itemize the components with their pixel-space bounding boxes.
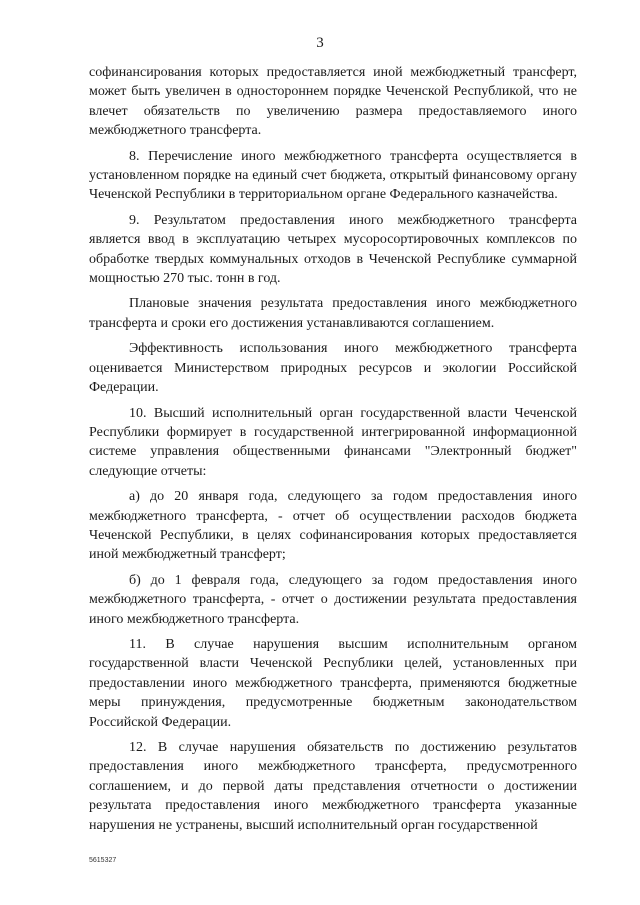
- paragraph-subitem-a: а) до 20 января года, следующего за годом предоставления иного межбюджетного трансферта, - отчет об осуществлении расходов бюджета Чеченской Республики, в целях софинансирования которых предоставляется иной межбюджетный трансферт;: [89, 489, 577, 563]
- page-number: 3: [316, 35, 324, 51]
- document-body: [89, 63, 577, 841]
- paragraph-subitem-b: б) до 1 февраля года, следующего за годом предоставления иного межбюджетного трансферта, - отчет о достижении результата предоставления иного межбюджетного трансферта.: [89, 572, 577, 627]
- paragraph-continuation: софинансирования которых предоставляется иной межбюджетный трансферт, может быть увеличен в одностороннем порядке Чеченской Республикой, что не влечет обязательств по увеличению размера предоставляемого иного межбюджетного трансферта.: [89, 65, 577, 139]
- paragraph-item-12: 12. В случае нарушения обязательств по достижению результатов предоставления иного межбюджетного трансферта, предусмотренного соглашением, и до первой даты представления отчетности о достижении результата предоставления иного межбюджетного трансферта указанные нарушения не устранены, высший исполнительный орган государственной: [89, 740, 577, 833]
- document-code: 5615327: [89, 857, 117, 864]
- paragraph-planned-values: Плановые значения результата предоставления иного межбюджетного трансферта и сроки его достижения устанавливаются соглашением.: [89, 296, 577, 331]
- paragraph-efficiency: Эффективность использования иного межбюджетного трансферта оценивается Министерством природных ресурсов и экологии Российской Федерации.: [89, 341, 577, 396]
- paragraph-item-10: 10. Высший исполнительный орган государственной власти Чеченской Республики формирует в государственной интегрированной информационной системе управления общественными финансами "Электронный бюджет" следующие отчеты:: [89, 405, 577, 479]
- paragraph-item-9: 9. Результатом предоставления иного межбюджетного трансферта является ввод в эксплуатацию четырех мусоросортировочных комплексов по обработке твердых коммунальных отходов в Чеченской Республике суммарной мощностью 270 тыс. тонн в год.: [89, 212, 577, 287]
- paragraph-item-11: 11. В случае нарушения высшим исполнительным органом государственной власти Чеченской Республики целей, установленных при предоставлении иного межбюджетного трансферта, применяются бюджетные меры принуждения, предусмотренные бюджетным законодательством Российской Федерации.: [89, 636, 577, 730]
- paragraph-item-8: 8. Перечисление иного межбюджетного трансферта осуществляется в установленном порядке на единый счет бюджета, открытый финансовому органу Чеченской Республики в территориальном органе Федерального казначейства.: [89, 148, 577, 203]
